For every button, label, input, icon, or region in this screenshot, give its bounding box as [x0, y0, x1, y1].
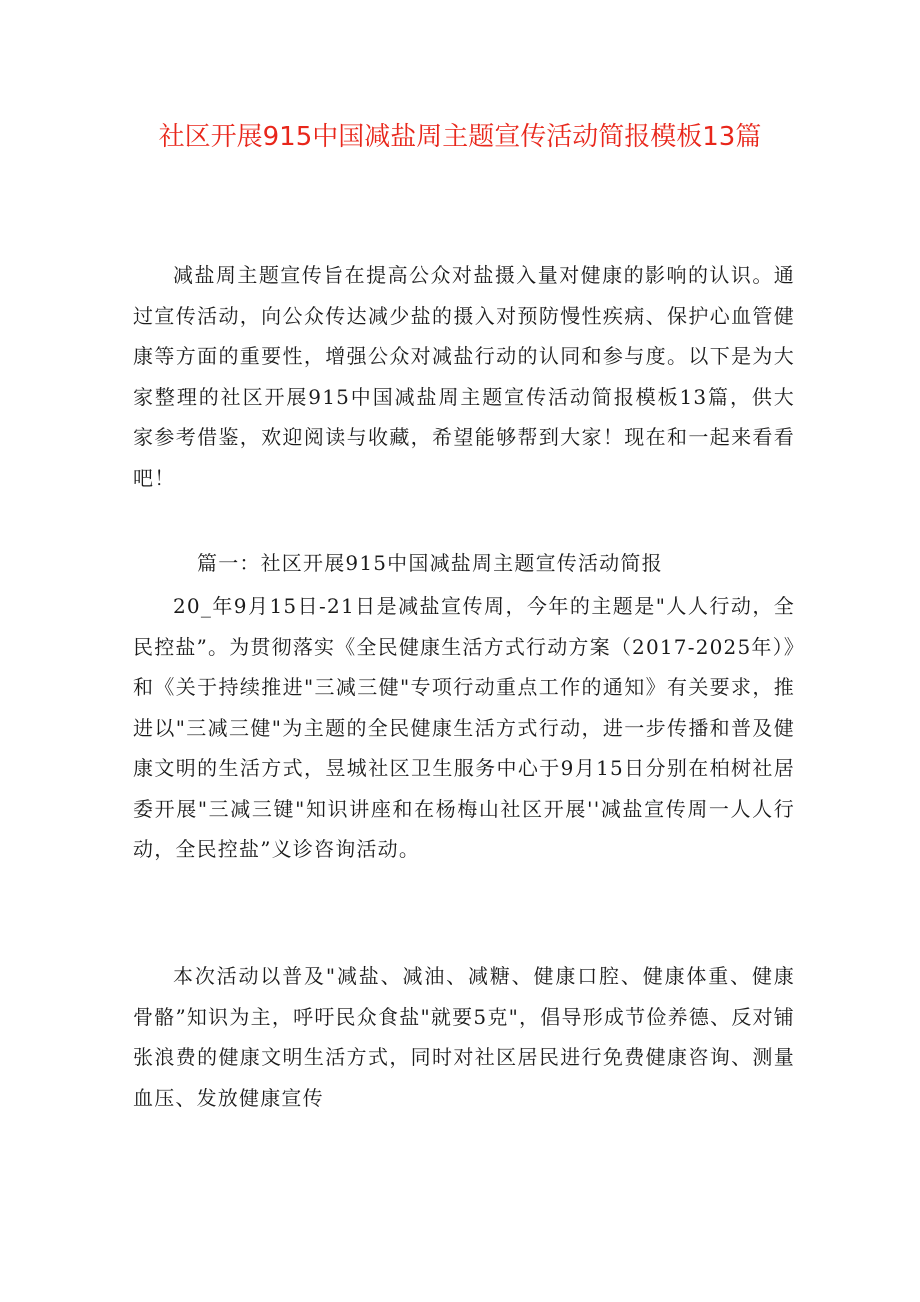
- document-title: 社区开展915中国减盐周主题宣传活动简报模板13篇: [158, 122, 762, 152]
- body-paragraph: 本次活动以普及"减盐、减油、减糖、健康口腔、健康体重、健康骨骼”知识为主，呼吁民众食盐"就要5克"，倡导形成节俭养德、反对铺张浪费的健康文明生活方式，同时对社区居民进行免费健康咨询、测量血压、发放健康宣传: [133, 964, 795, 1110]
- body-paragraph: 20_年9月15日-21日是减盐宣传周，今年的主题是"人人行动，全民控盐”。为贯彻落实《全民健康生活方式行动方案（2017-2025年）》和《关于持续推进"三减三健"专项行动重点工作的通知》有关要求，推进以"三减三健"为主题的全民健康生活方式行动，进一步传播和普及健康文明的生活方式，昱城社区卫生服务中心于9月15日分别在柏树社居委开展"三减三键"知识讲座和在杨梅山社区开展''减盐宣传周一人人行动，全民控盐”义诊咨询活动。: [133, 594, 795, 861]
- intro-paragraph: 减盐周主题宣传旨在提高公众对盐摄入量对健康的影响的认识。通过宣传活动，向公众传达减少盐的摄入对预防慢性疾病、保护心血管健康等方面的重要性，增强公众对减盐行动的认同和参与度。以下是为大家整理的社区开展915中国减盐周主题宣传活动简报模板13篇，供大家参考借鉴，欢迎阅读与收藏，希望能够帮到大家！现在和一起来看看吧！: [133, 263, 795, 490]
- section-heading: 篇一：社区开展915中国减盐周主题宣传活动简报: [197, 551, 663, 575]
